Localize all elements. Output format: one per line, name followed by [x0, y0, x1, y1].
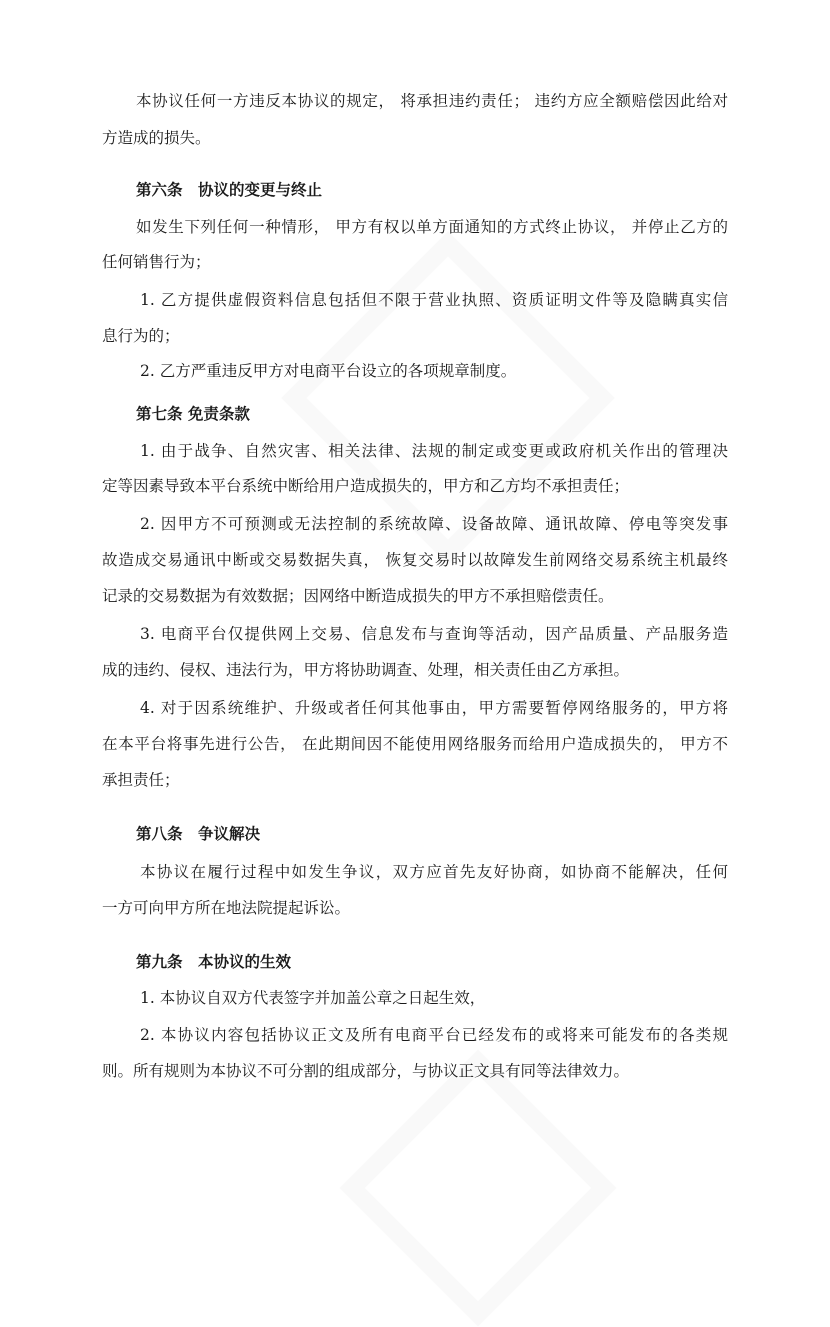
list-item-line: 成的违约、侵权、违法行为，甲方将协助调查、处理，相关责任由乙方承担。: [102, 661, 630, 679]
list-item-line: 故造成交易通讯中断或交易数据失真， 恢复交易时以故障发生前网络交易系统主机最终: [102, 551, 728, 569]
list-item-line: 1. 由于战争、自然灾害、相关法律、法规的制定或变更或政府机关作出的管理决: [140, 442, 728, 460]
list-item-line: 3. 电商平台仅提供网上交易、信息发布与查询等活动，因产品质量、产品服务造: [140, 625, 728, 643]
list-item-line: 承担责任；: [102, 771, 180, 789]
list-item-line: 2. 乙方严重违反甲方对电商平台设立的各项规章制度。: [140, 362, 517, 380]
section-heading: 第六条 协议的变更与终止: [136, 180, 323, 199]
paragraph-line: 方造成的损失。: [102, 129, 211, 147]
list-item-line: 在本平台将事先进行公告， 在此期间因不能使用网络服务而给用户造成损失的， 甲方不: [102, 735, 728, 753]
section-heading: 第九条 本协议的生效: [136, 952, 292, 971]
list-item-line: 息行为的；: [102, 327, 180, 345]
list-item-line: 1. 本协议自双方代表签字并加盖公章之日起生效，: [140, 989, 486, 1007]
list-item-line: 2. 本协议内容包括协议正文及所有电商平台已经发布的或将来可能发布的各类规: [140, 1026, 728, 1044]
section-heading: 第七条 免责条款: [136, 404, 250, 423]
list-item-line: 4. 对于因系统维护、升级或者任何其他事由，甲方需要暂停网络服务的，甲方将: [140, 699, 728, 717]
list-item-line: 2. 因甲方不可预测或无法控制的系统故障、设备故障、通讯故障、停电等突发事: [140, 515, 728, 533]
watermark: [339, 1049, 616, 1326]
list-item-line: 1. 乙方提供虚假资料信息包括但不限于营业执照、资质证明文件等及隐瞒真实信: [140, 291, 728, 309]
list-item-line: 记录的交易数据为有效数据；因网络中断造成损失的甲方不承担赔偿责任。: [102, 587, 614, 605]
paragraph-line: 任何销售行为；: [102, 253, 211, 271]
paragraph-line: 本协议在履行过程中如发生争议，双方应首先友好协商，如协商不能解决，任何: [140, 863, 728, 881]
paragraph-line: 如发生下列任何一种情形， 甲方有权以单方面通知的方式终止协议， 并停止乙方的: [136, 218, 728, 236]
list-item-line: 则。所有规则为本协议不可分割的组成部分，与协议正文具有同等法律效力。: [102, 1062, 630, 1080]
list-item-line: 定等因素导致本平台系统中断给用户造成损失的，甲方和乙方均不承担责任；: [102, 477, 630, 495]
paragraph-line: 一方可向甲方所在地法院提起诉讼。: [102, 899, 351, 917]
section-heading: 第八条 争议解决: [136, 824, 261, 843]
paragraph-line: 本协议任何一方违反本协议的规定， 将承担违约责任； 违约方应全额赔偿因此给对: [136, 92, 728, 110]
